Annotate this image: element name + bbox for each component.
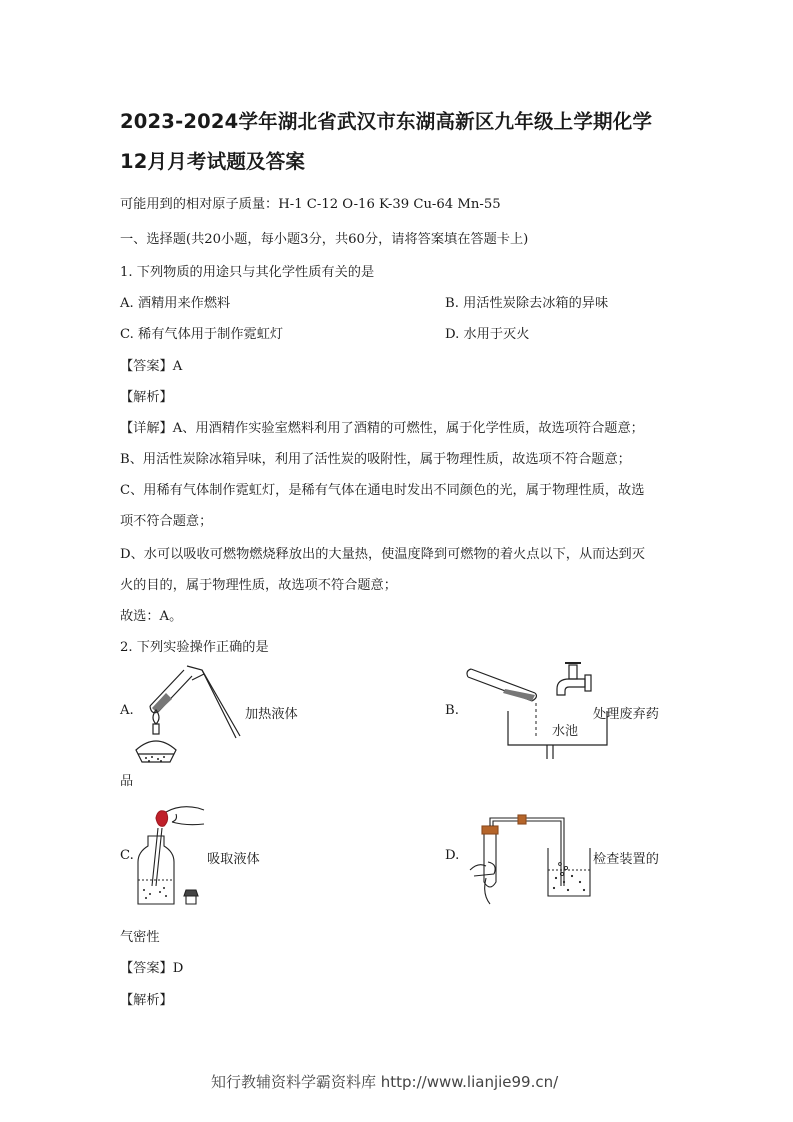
q2-option-d-letter: D.: [445, 848, 460, 863]
q1-option-c: C. 稀有气体用于制作霓虹灯: [120, 327, 284, 342]
q1-answer: 【答案】A: [120, 359, 183, 374]
q1-detail-line: B、用活性炭除冰箱异味，利用了活性炭的吸附性，属于物理性质，故选项不符合题意；: [120, 452, 631, 467]
doc-title-line2: 12月月考试题及答案: [120, 150, 306, 173]
q1-detail-line: 火的目的，属于物理性质，故选项不符合题意；: [120, 578, 397, 593]
airtightness-check-figure: [468, 812, 592, 904]
q1-analysis-label: 【解析】: [120, 390, 173, 405]
atomic-mass-line: 可能用到的相对原子质量：H-1 C-12 O-16 K-39 Cu-64 Mn-55: [120, 197, 501, 212]
waste-disposal-figure: [465, 659, 595, 763]
q2-option-a-letter: A.: [120, 703, 134, 718]
section-heading: 一、选择题(共20小题，每小题3分，共60分，请将答案填在答题卡上): [120, 232, 529, 247]
q1-detail-line: 【详解】A、用酒精作实验室燃料利用了酒精的可燃性，属于化学性质，故选项符合题意；: [120, 421, 644, 436]
heating-liquid-figure: [132, 662, 244, 766]
q2-analysis-label: 【解析】: [120, 993, 173, 1008]
q2-option-c-text: 吸取液体: [207, 852, 260, 867]
q1-detail-line: 故选：A。: [120, 609, 183, 624]
q1-detail-line: D、水可以吸收可燃物燃烧释放出的大量热，使温度降到可燃物的着火点以下，从而达到灭: [120, 547, 645, 562]
q1-stem: 1. 下列物质的用途只与其化学性质有关的是: [120, 265, 375, 280]
q2-option-c-letter: C.: [120, 848, 134, 863]
q2-option-b-continuation: 品: [120, 774, 134, 789]
sink-label: 水池: [551, 724, 579, 739]
q2-option-d-continuation: 气密性: [120, 930, 160, 945]
q2-option-b-text: 处理废弃药: [593, 707, 659, 722]
q2-option-b-letter: B.: [445, 703, 459, 718]
q2-stem: 2. 下列实验操作正确的是: [120, 640, 269, 655]
q1-option-d: D. 水用于灭火: [445, 327, 530, 342]
q1-option-a: A. 酒精用来作燃料: [120, 296, 231, 311]
q2-option-d-text: 检查装置的: [593, 852, 659, 867]
q1-detail-line: 项不符合题意；: [120, 514, 213, 529]
q2-option-a-text: 加热液体: [245, 707, 298, 722]
doc-title-line1: 2023-2024学年湖北省武汉市东湖高新区九年级上学期化学: [120, 110, 653, 133]
dropper-bottle-figure: [136, 800, 208, 908]
q1-option-b: B. 用活性炭除去冰箱的异味: [445, 296, 609, 311]
q1-detail-line: C、用稀有气体制作霓虹灯，是稀有气体在通电时发出不同颜色的光，属于物理性质，故选: [120, 483, 645, 498]
q2-answer: 【答案】D: [120, 961, 184, 976]
page-footer: 知行教辅资料学霸资料库 http://www.lianjie99.cn/: [211, 1073, 559, 1091]
